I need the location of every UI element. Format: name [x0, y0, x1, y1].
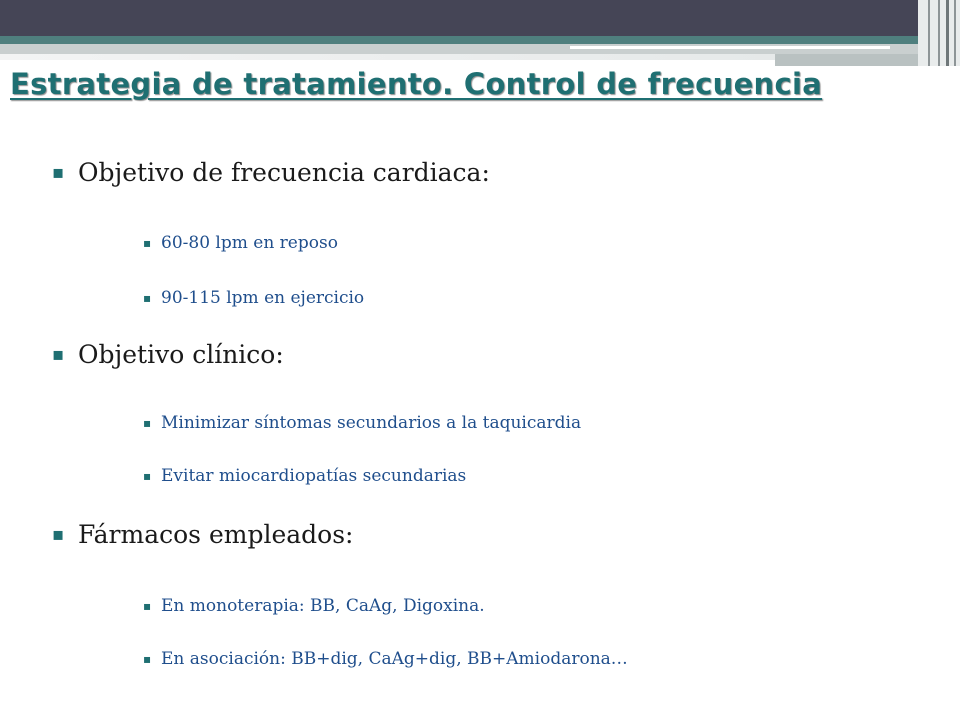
heading-text: Fármacos empleados: [78, 520, 354, 549]
sub-bullet-text: En asociación: BB+dig, CaAg+dig, BB+Amiodarona… [161, 649, 628, 669]
sub-bullet [143, 649, 628, 669]
corner-line [928, 0, 930, 66]
sub-bullet-text: En monoterapia: BB, CaAg, Digoxina. [161, 596, 485, 616]
square-bullet-icon: ▪ [143, 599, 152, 613]
sub-bullet-text: 60-80 lpm en reposo [161, 233, 338, 253]
square-bullet-icon: ▪ [52, 344, 65, 365]
heading-text: Objetivo clínico: [78, 340, 284, 369]
header-band-teal [0, 36, 960, 44]
sub-bullet [143, 596, 485, 616]
corner-line [938, 0, 940, 66]
sub-bullet-text: 90-115 lpm en ejercicio [161, 288, 365, 308]
square-bullet-icon: ▪ [143, 236, 152, 250]
sub-bullet [143, 233, 338, 253]
square-bullet-icon: ▪ [143, 469, 152, 483]
sub-bullet [143, 413, 581, 433]
square-bullet-icon: ▪ [143, 416, 152, 430]
sub-bullet [143, 466, 466, 486]
header-band-dark [0, 0, 960, 36]
sub-bullet [143, 288, 364, 308]
slide-title: Estrategia de tratamiento. Control de frecuencia [10, 67, 823, 101]
header-accent-line [570, 46, 890, 49]
bullet-heading-frequency-target [52, 158, 490, 187]
square-bullet-icon: ▪ [52, 524, 65, 545]
corner-line [946, 0, 949, 66]
bullet-heading-clinical-target [52, 340, 284, 369]
header-band-light [0, 54, 775, 60]
heading-text: Objetivo de frecuencia cardiaca: [78, 158, 490, 187]
corner-line [954, 0, 956, 66]
sub-bullet-text: Minimizar síntomas secundarios a la taquicardia [161, 413, 582, 433]
sub-bullet-text: Evitar miocardiopatías secundarias [161, 466, 467, 486]
bullet-heading-drugs-used [52, 520, 353, 549]
square-bullet-icon: ▪ [52, 162, 65, 183]
square-bullet-icon: ▪ [143, 652, 152, 666]
square-bullet-icon: ▪ [143, 291, 152, 305]
